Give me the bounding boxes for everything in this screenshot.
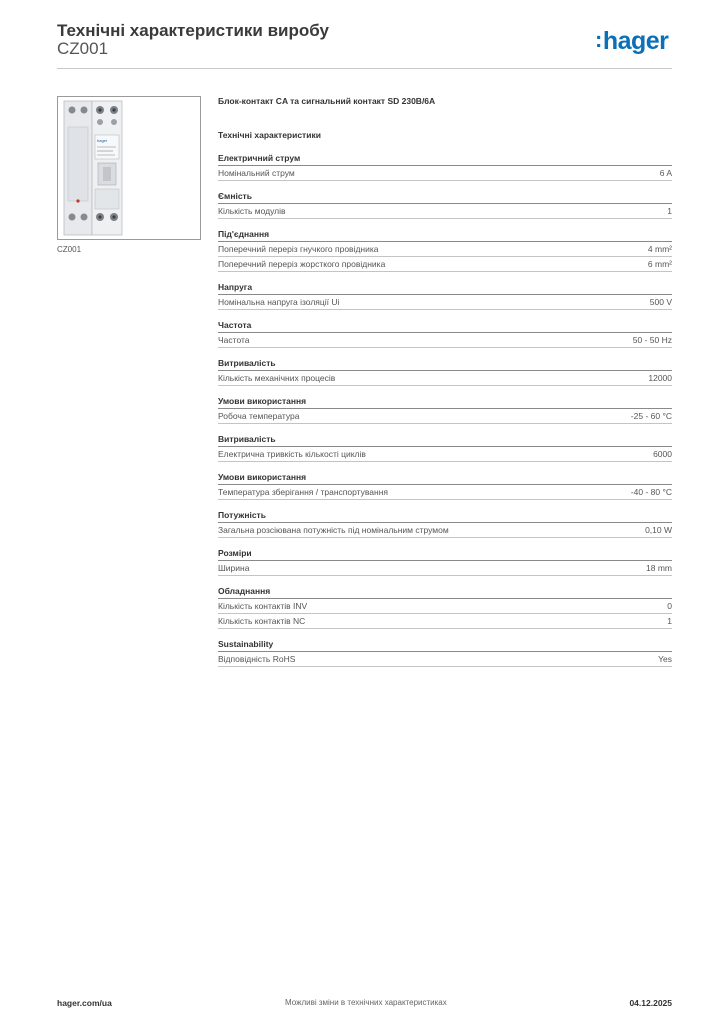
spec-group-title: Умови використання: [218, 471, 672, 485]
spec-value: 0,10 W: [645, 525, 672, 535]
spec-group: [218, 357, 672, 386]
spec-row: [218, 447, 672, 462]
spec-table: [218, 96, 672, 676]
spec-group-title: Потужність: [218, 509, 672, 523]
spec-value: 4 mm²: [647, 244, 672, 254]
spec-row: [218, 204, 672, 219]
spec-value: 6 mm²: [647, 259, 672, 269]
spec-label: Ширина: [218, 563, 250, 573]
spec-value: Yes: [658, 654, 672, 664]
spec-group-title: Електричний струм: [218, 152, 672, 166]
spec-value: 500 V: [649, 297, 672, 307]
spec-group-title: Умови використання: [218, 395, 672, 409]
spec-row: [218, 523, 672, 538]
footer-website-link[interactable]: hager.com/ua: [57, 998, 112, 1008]
spec-group-title: Розміри: [218, 547, 672, 561]
footer-date: 04.12.2025: [629, 998, 672, 1008]
spec-label: Частота: [218, 335, 250, 345]
spec-group: [218, 471, 672, 500]
spec-label: Електрична тривкість кількості циклів: [218, 449, 366, 459]
spec-value: 6000: [653, 449, 672, 459]
spec-group: [218, 547, 672, 576]
spec-group-title: Sustainability: [218, 638, 672, 652]
spec-group: [218, 509, 672, 538]
spec-group: [218, 281, 672, 310]
spec-label: Номінальна напруга ізоляції Ui: [218, 297, 340, 307]
spec-group-title: Під'єднання: [218, 228, 672, 242]
spec-value: -25 - 60 °C: [630, 411, 672, 421]
spec-value: 1: [667, 616, 672, 626]
spec-group-title: Частота: [218, 319, 672, 333]
spec-label: Відповідність RoHS: [218, 654, 296, 664]
product-photo: [57, 96, 201, 240]
spec-row: [218, 371, 672, 386]
device-brand-label: hager: [97, 138, 108, 143]
spec-value: 6 A: [659, 168, 672, 178]
spec-row: [218, 409, 672, 424]
spec-row: [218, 614, 672, 629]
spec-group: [218, 152, 672, 181]
spec-group-title: Витривалість: [218, 433, 672, 447]
spec-label: Кількість модулів: [218, 206, 286, 216]
footer-note: Можливі зміни в технічних характеристиках: [285, 998, 447, 1007]
spec-label: Кількість контактів NC: [218, 616, 306, 626]
spec-value: 1: [667, 206, 672, 216]
logo-text: hager: [602, 27, 669, 55]
spec-label: Температура зберігання / транспортування: [218, 487, 389, 497]
page-title: Технічні характеристики виробу: [57, 21, 329, 40]
spec-value: 0: [667, 601, 672, 611]
spec-group: [218, 638, 672, 667]
spec-row: [218, 333, 672, 348]
spec-group-title: Витривалість: [218, 357, 672, 371]
header-divider: [57, 68, 672, 69]
spec-row: [218, 485, 672, 500]
section-title: Технічні характеристики: [218, 130, 321, 140]
product-code: CZ001: [57, 39, 109, 58]
spec-group: [218, 319, 672, 348]
spec-group: [218, 395, 672, 424]
spec-label: Номінальний струм: [218, 168, 295, 178]
product-title: Блок-контакт CA та сигнальний контакт SD 230В/6А: [218, 96, 436, 106]
spec-group-title: Обладнання: [218, 585, 672, 599]
logo-colon: :: [595, 27, 602, 52]
spec-label: Поперечний переріз гнучкого провідника: [218, 244, 379, 254]
spec-group: [218, 228, 672, 272]
spec-label: Кількість контактів INV: [218, 601, 308, 611]
spec-row: [218, 257, 672, 272]
spec-value: 12000: [648, 373, 672, 383]
photo-caption: CZ001: [57, 245, 82, 254]
spec-value: 50 - 50 Hz: [632, 335, 672, 345]
spec-group: [218, 433, 672, 462]
spec-groups: [218, 152, 672, 667]
spec-row: [218, 295, 672, 310]
spec-label: Загальна розсіювана потужність під номінальним струмом: [218, 525, 449, 535]
spec-value: 18 mm: [646, 563, 672, 573]
spec-label: Кількість механічних процесів: [218, 373, 336, 383]
spec-row: [218, 166, 672, 181]
spec-row: [218, 599, 672, 614]
spec-group: [218, 190, 672, 219]
spec-row: [218, 561, 672, 576]
hager-logo[interactable]: [595, 27, 668, 56]
spec-row: [218, 242, 672, 257]
spec-label: Робоча температура: [218, 411, 300, 421]
spec-group-title: Ємність: [218, 190, 672, 204]
spec-row: [218, 652, 672, 667]
spec-group-title: Напруга: [218, 281, 672, 295]
circuit-breaker-image: [58, 97, 200, 239]
spec-label: Поперечний переріз жорсткого провідника: [218, 259, 386, 269]
spec-value: -40 - 80 °C: [630, 487, 672, 497]
spec-group: [218, 585, 672, 629]
